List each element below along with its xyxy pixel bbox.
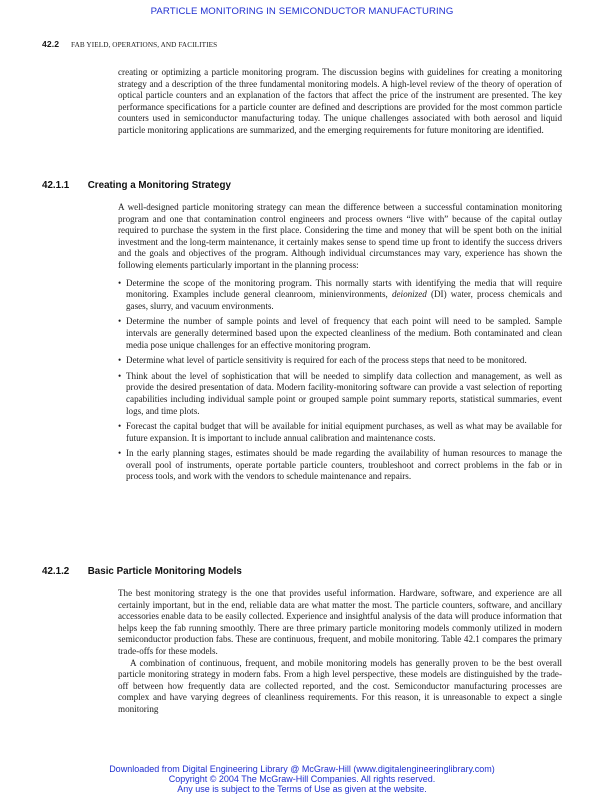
- section-title: Creating a Monitoring Strategy: [87, 180, 231, 191]
- bullet-item: • Determine what level of particle sensitivity is required for each of the process steps that need to be monitored.: [118, 355, 562, 367]
- section-body-42-1-1: [118, 202, 562, 487]
- page-footer: [0, 764, 604, 795]
- intro-paragraph: [118, 67, 562, 137]
- section-heading-42-1-1: [42, 180, 231, 191]
- planning-bullet-list: [118, 278, 562, 484]
- section-number: 42.1.1: [42, 180, 70, 191]
- section-body-42-1-2: [118, 588, 562, 716]
- intro-text: creating or optimizing a particle monitoring program. The discussion begins with guidelines for creating a monitoring strategy and a description of the three fundamental monitoring models. A high-level review of the theory of operation of optical particle counters and an explanation of the factors that affect the price of the instrument are presented. The key performance specifications for a particle counter are defined and descriptions are provided for the most common particle counters used in semiconductor manufacturing today. The unique challenges associated with both aerosol and liquid particle monitoring applications are summarized, and the emerging requirements for future monitoring are identified.: [118, 67, 562, 135]
- page-banner: PARTICLE MONITORING IN SEMICONDUCTOR MANUFACTURING: [150, 6, 454, 17]
- bullet-item: • Determine the number of sample points and level of frequency that each point will need to be sampled. Sample intervals are generally determined based upon the expected cleanliness of the medium. Both contaminated and clean media pose unique challenges for an effective monitoring program.: [118, 316, 562, 351]
- footer-download-line[interactable]: Downloaded from Digital Engineering Library @ McGraw-Hill (www.digitalengineeringlibrary.com): [109, 764, 495, 774]
- section-number: 42.1.2: [42, 566, 70, 577]
- section-title: Basic Particle Monitoring Models: [87, 566, 242, 577]
- running-head: [42, 39, 562, 49]
- page-number: 42.2: [42, 39, 60, 49]
- footer-terms-line: Any use is subject to the Terms of Use as given at the website.: [177, 784, 427, 795]
- bullet-item: • In the early planning stages, estimates should be made regarding the availability of human resources to manage the overall pool of instruments, operate portable particle counters, troubleshoot and correct problems in the fab or in process tools, and work with the vendors to schedule maintenance and repairs.: [118, 448, 562, 483]
- italic-term: deionized: [391, 289, 427, 300]
- section-heading-42-1-2: [42, 566, 242, 577]
- footer-copyright-line: Copyright © 2004 The McGraw-Hill Companies. All rights reserved.: [168, 774, 436, 785]
- bullet-item: • Forecast the capital budget that will be available for initial equipment purchases, as well as what may be available for future expansion. It is important to include annual calibration and maintenance costs.: [118, 421, 562, 444]
- running-head-title: FAB YIELD, OPERATIONS, AND FACILITIES: [71, 41, 218, 49]
- bullet-item: • Think about the level of sophistication that will be needed to simplify data collection and management, as well as provide the desired presentation of data. Modern facility-monitoring software can provide a vast selection of reporting capabilities including individual sample point or grouped sample point summary reports, statistical summaries, event logs, and time plots.: [118, 371, 562, 417]
- section-paragraph: A well-designed particle monitoring strategy can mean the difference between a successful contamination monitoring program and one that contamination control engineers and process owners “live with” because of the capital outlay required to purchase the system in the first place. Considering the time and money that will be spent both on the initial investment and the long-term maintenance, it certainly makes sense to spend time up front to identify the success drivers and the goals and objectives of the program. Although individual circumstances may vary, experience has shown the following elements particularly important in the planning process:: [118, 202, 562, 270]
- bullet-item: • Determine the scope of the monitoring program. This normally starts with identifying the media that will require monitoring. Examples include general cleanroom, minienvironments, deionized (DI) water, process chemicals and gases, slurry, and vacuum environments.: [118, 278, 562, 313]
- section-paragraph: The best monitoring strategy is the one that provides useful information. Hardware, software, and experience are all certainly important, but in the end, reliable data are what matter the most. The particle counters, software, and ancillary accessories enable data to be easily collected. Experience and insightful analysis of the data will produce information that helps keep the fab running smoothly. There are three primary particle monitoring models commonly utilized in modern semiconductor production fabs. These are continuous, frequent, and mobile monitoring. Table 42.1 compares the primary trade-offs for these models.: [118, 588, 562, 656]
- section-paragraph: A combination of continuous, frequent, and mobile monitoring models has generally proven to be the best overall particle monitoring strategy in modern fabs. From a high level perspective, these models are distinguished by the trade-off between how frequently data are collected reported, and the cost. Semiconductor manufacturing processes are complex and have varying degrees of cleanliness requirements. For this reason, it is unreasonable to expect a single monitoring: [118, 657, 562, 714]
